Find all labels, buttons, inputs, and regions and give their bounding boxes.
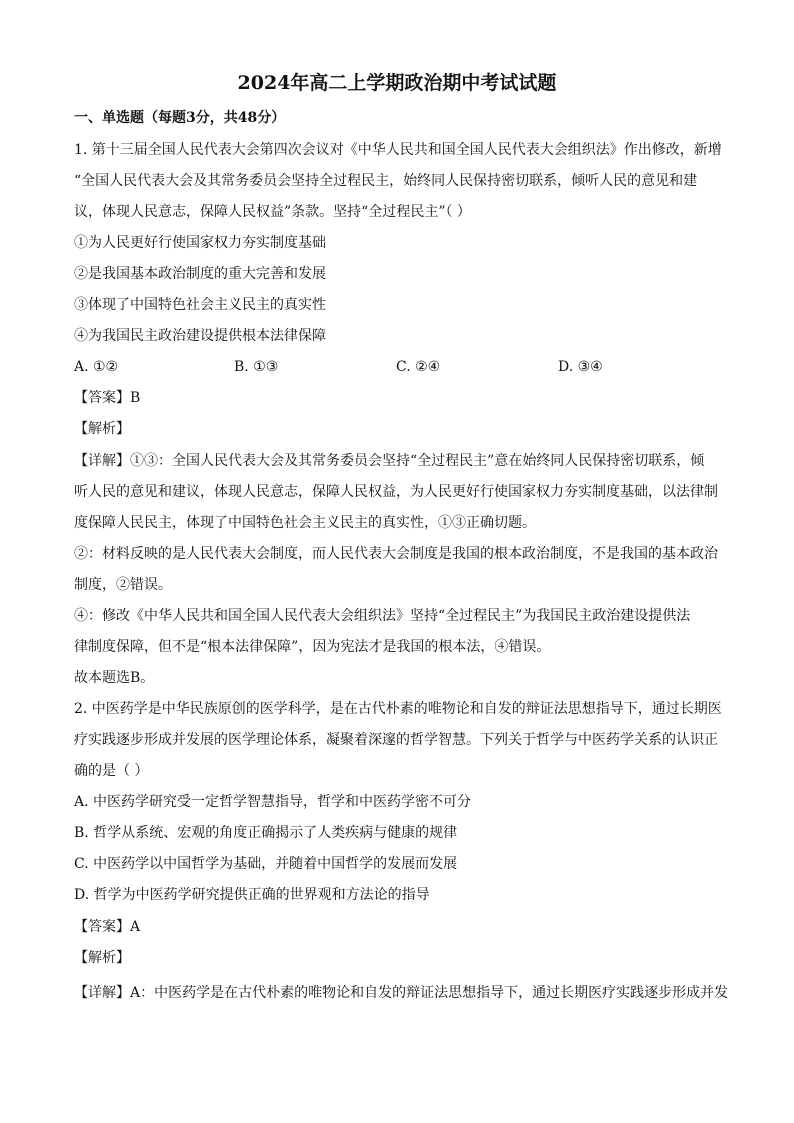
q1-detail-line-4: ②：材料反映的是人民代表大会制度，而人民代表大会制度是我国的根本政治制度，不是我国的基本政治 — [74, 546, 718, 562]
q1-detail-line-2: 听人民的意见和建议，体现人民意志，保障人民权益，为人民更好行使国家权力夯实制度基础，以法律制 — [74, 484, 718, 500]
q1-conclusion: 故本题选B。 — [74, 670, 155, 686]
q2-stem-line-2: 疗实践逐步形成并发展的医学理论体系，凝聚着深邃的哲学智慧。下列关于哲学与中医药学关系的认识正 — [74, 732, 718, 748]
q1-option-a: A. ①② — [74, 359, 119, 375]
q1-detail-line-6: ④：修改《中华人民共和国全国人民代表大会组织法》坚持“全过程民主”为我国民主政治建设提供法 — [74, 608, 691, 624]
q2-option-c: C. 中医药学以中国哲学为基础，并随着中国哲学的发展而发展 — [74, 856, 458, 872]
q2-stem-line-1: 2. 中医药学是中华民族原创的医学科学，是在古代朴素的唯物论和自发的辩证法思想指导下，通过长期医 — [74, 701, 722, 717]
q1-stem-line-2: “全国人民代表大会及其常务委员会坚持全过程民主，始终同人民保持密切联系，倾听人民的意见和建 — [74, 173, 698, 189]
page-title: 2024年高二上学期政治期中考试试题 — [237, 72, 557, 94]
q2-option-a: A. 中医药学研究受一定哲学智慧指导，哲学和中医药学密不可分 — [74, 794, 472, 810]
q2-option-d: D. 哲学为中医药学研究提供正确的世界观和方法论的指导 — [74, 887, 430, 903]
q2-stem-line-3: 确的是（ ） — [74, 763, 149, 779]
q1-answer: 【答案】B — [74, 390, 141, 406]
q2-detail-line-1: 【详解】A：中医药学是在古代朴素的唯物论和自发的辩证法思想指导下，通过长期医疗实践逐步形成并发 — [74, 985, 729, 1001]
q2-answer: 【答案】A — [74, 919, 141, 935]
q1-stem-line-1: 1. 第十三届全国人民代表大会第四次会议对《中华人民共和国全国人民代表大会组织法》作出修改，新增 — [74, 142, 722, 158]
section-heading: 一、单选题（每题3分，共48分） — [74, 110, 286, 126]
q1-stem-line-3: 议，体现人民意志，保障人民权益”条款。坚持“全过程民主”（ ） — [74, 204, 471, 220]
q1-detail-line-1: 【详解】①③：全国人民代表大会及其常务委员会坚持“全过程民主”意在始终同人民保持密切联系，倾 — [74, 453, 705, 469]
q1-option-b: B. ①③ — [234, 359, 279, 375]
q1-statement-4: ④为我国民主政治建设提供根本法律保障 — [74, 328, 326, 344]
q1-detail-line-3: 度保障人民民主，体现了中国特色社会主义民主的真实性，①③正确切题。 — [74, 515, 536, 531]
q1-option-c: C. ②④ — [396, 359, 441, 375]
q2-option-b: B. 哲学从系统、宏观的角度正确揭示了人类疾病与健康的规律 — [74, 825, 458, 841]
q1-statement-2: ②是我国基本政治制度的重大完善和发展 — [74, 266, 326, 282]
q1-option-d: D. ③④ — [558, 359, 603, 375]
q1-analysis-label: 【解析】 — [74, 421, 130, 437]
q1-detail-line-5: 制度，②错误。 — [74, 577, 172, 593]
q1-detail-line-7: 律制度保障，但不是“根本法律保障”，因为宪法才是我国的根本法，④错误。 — [74, 639, 551, 655]
q2-analysis-label: 【解析】 — [74, 950, 130, 966]
q1-statement-3: ③体现了中国特色社会主义民主的真实性 — [74, 297, 326, 313]
q1-statement-1: ①为人民更好行使国家权力夯实制度基础 — [74, 235, 326, 251]
